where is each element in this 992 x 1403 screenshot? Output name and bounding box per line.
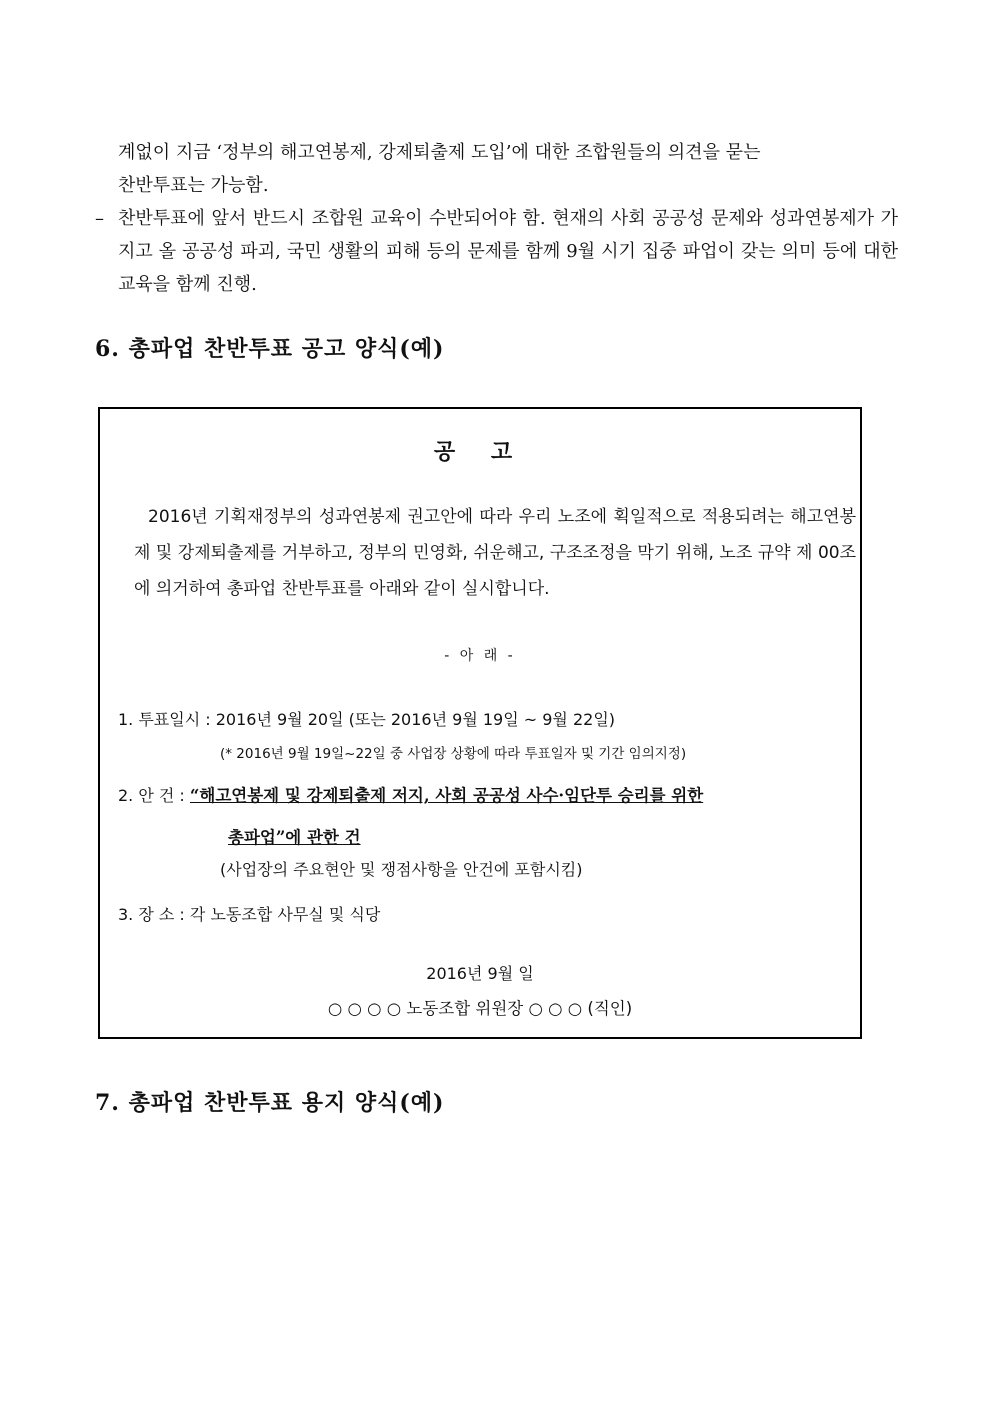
item-2-label: 2. 안 건 : — [118, 786, 190, 805]
intro-line-1: 계없이 지금 ‘정부의 해고연봉제, 강제퇴출제 도입’에 대한 조합원들의 의견을 묻는 — [118, 142, 761, 163]
bullet-dash: – — [95, 208, 104, 229]
item-3 — [118, 902, 380, 925]
item-2-note: (사업장의 주요현안 및 쟁점사항을 안건에 포함시킴) — [220, 860, 583, 879]
notice-signature: ○ ○ ○ ○ 노동조합 위원장 ○ ○ ○ (직인) — [327, 999, 633, 1018]
notice-date: 2016년 9월 일 — [426, 964, 534, 983]
intro-line-2: 찬반투표는 가능함. — [118, 175, 269, 196]
notice-below-label: - 아 래 - — [444, 648, 516, 664]
section-7-heading: 7. 총파업 찬반투표 용지 양식(예) — [95, 1090, 445, 1116]
item-1-label: 1. 투표일시 : — [118, 710, 216, 729]
item-3-value: 각 노동조합 사무실 및 식당 — [189, 905, 381, 924]
item-1-note: (* 2016년 9월 19일~22일 중 사업장 상황에 따라 투표일자 및 기간 임의지정) — [220, 746, 687, 762]
item-1 — [118, 707, 615, 730]
item-3-label: 3. 장 소 : — [118, 905, 190, 924]
section-6-heading: 6. 총파업 찬반투표 공고 양식(예) — [95, 336, 445, 362]
notice-title: 공 고 — [433, 439, 527, 465]
item-1-value: 2016년 9월 20일 (또는 2016년 9월 19일 ~ 9월 22일) — [215, 710, 616, 729]
item-2-line-2 — [228, 824, 361, 848]
notice-body: 2016년 기획재정부의 성과연봉제 권고안에 따라 우리 노조에 획일적으로 적용되려는 해고연봉제 및 강제퇴출제를 거부하고, 정부의 민영화, 쉬운해고, 구조조정을 막기 위해, 노조 규약 제 00조에 의거하여 총파업 찬반투표를 아래와 같이 실시합니다. — [134, 507, 856, 599]
notice-box — [98, 407, 862, 1039]
item-2-value-line-2: 총파업”에 관한 건 — [228, 828, 361, 847]
bullet-text: 찬반투표에 앞서 반드시 조합원 교육이 수반되어야 함. 현재의 사회 공공성 문제와 성과연봉제가 가지고 올 공공성 파괴, 국민 생활의 피해 등의 문제를 함께 9월 시기 집중 파업이 갖는 의미 등에 대한 교육을 함께 진행. — [118, 208, 898, 295]
item-2-value-line-1: “해고연봉제 및 강제퇴출제 저지, 사회 공공성 사수·임단투 승리를 위한 — [189, 786, 704, 805]
item-2 — [118, 782, 703, 806]
